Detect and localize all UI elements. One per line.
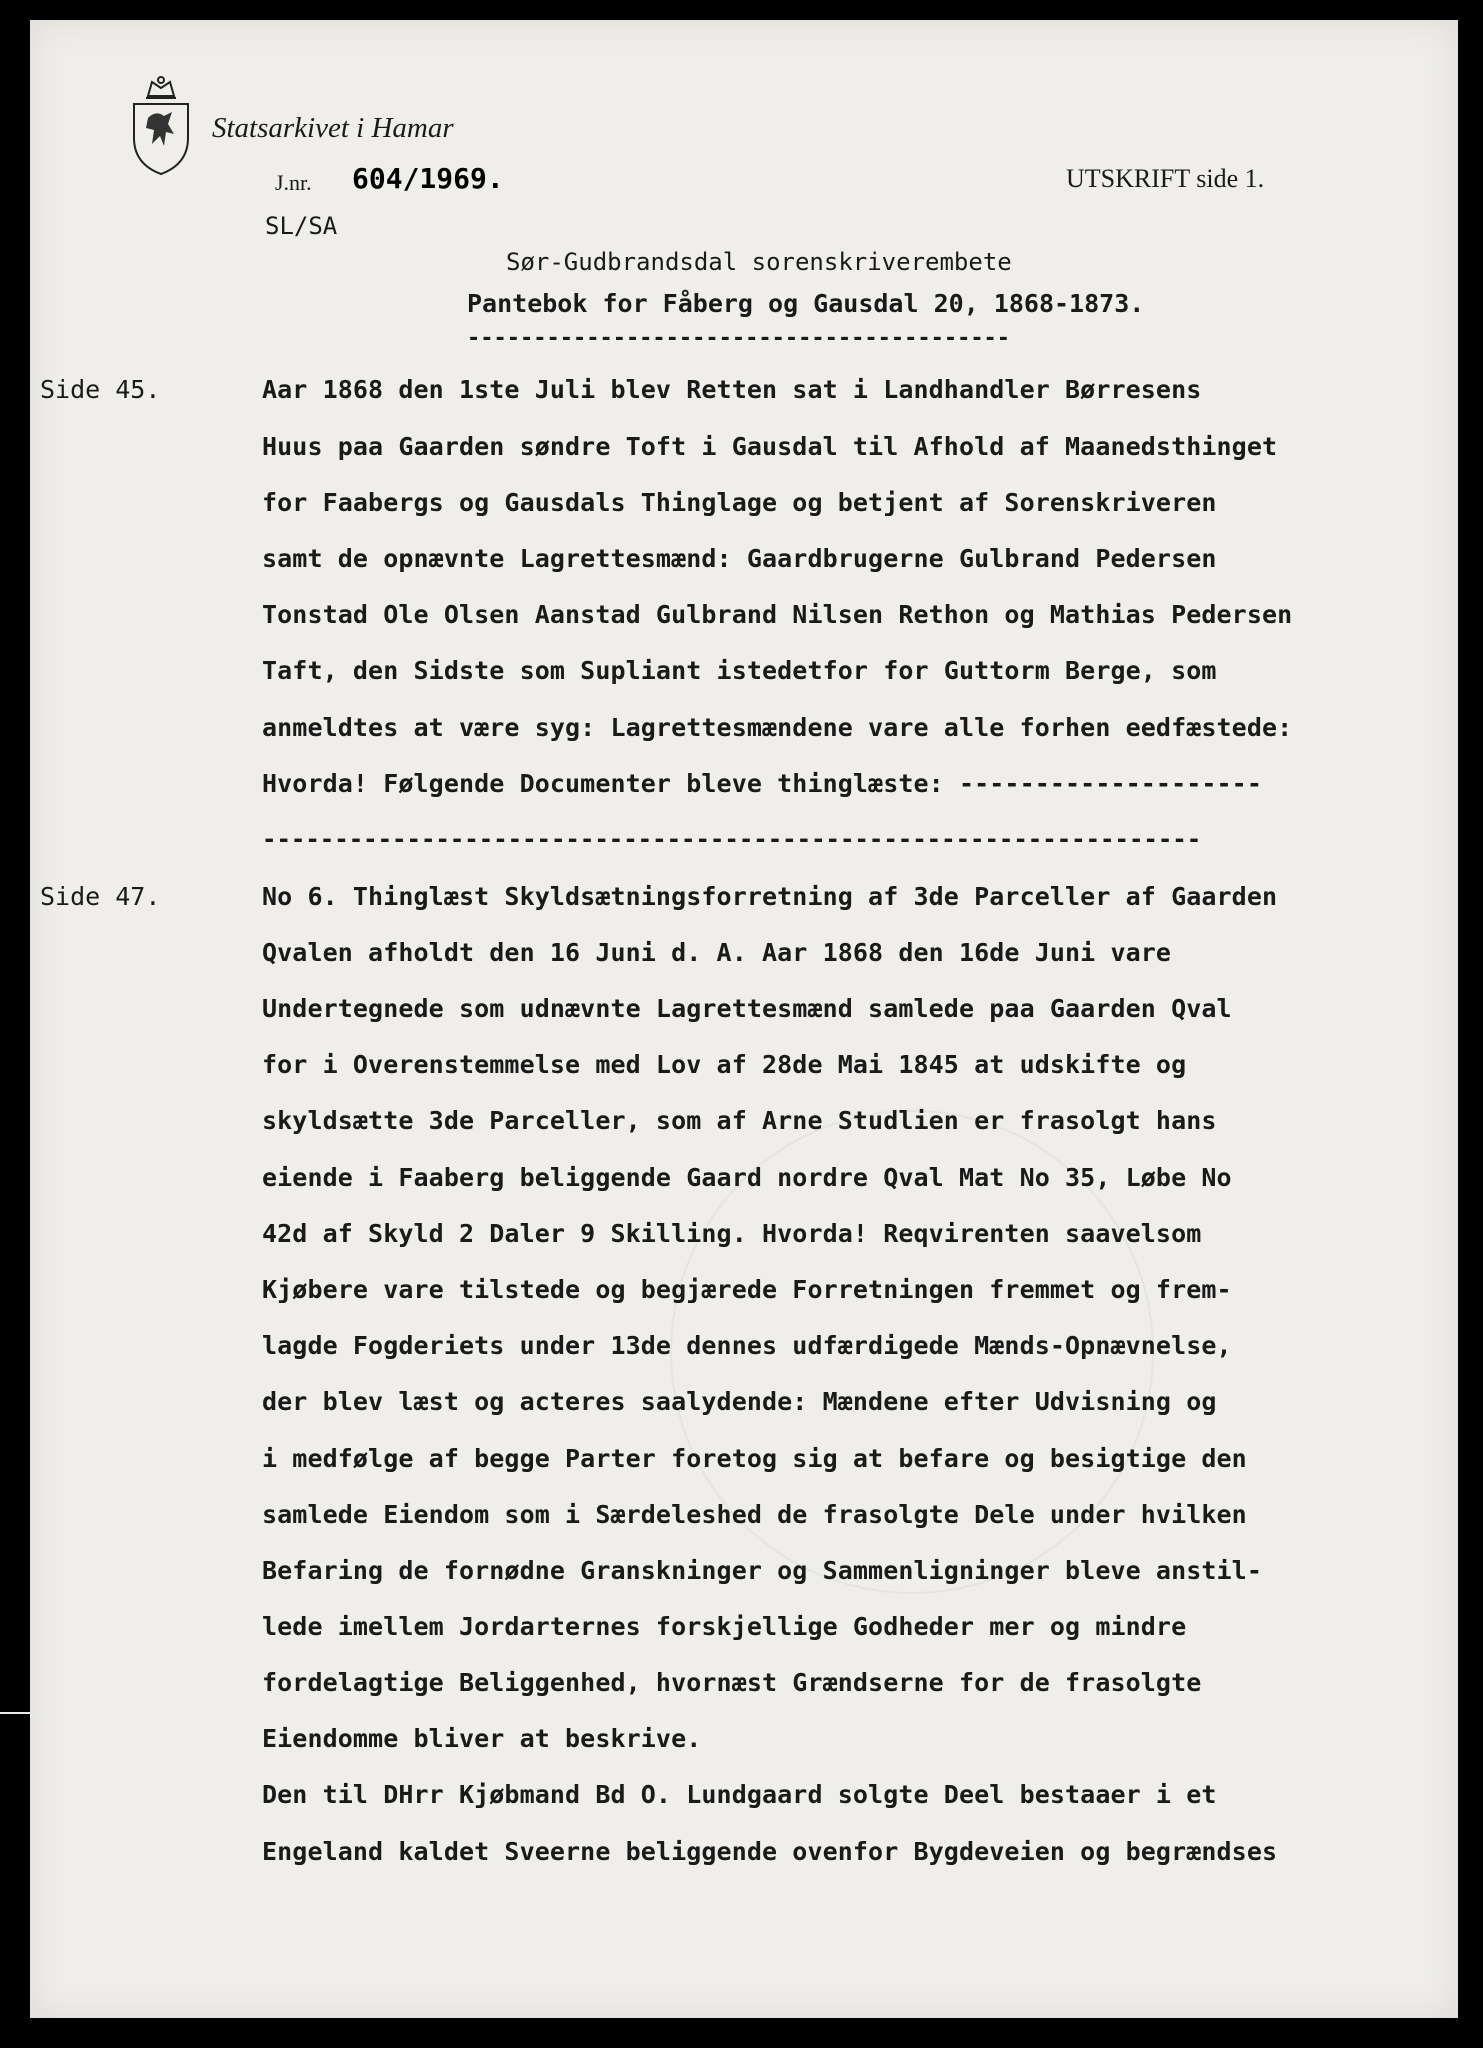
text-line: eiende i Faaberg beliggende Gaard nordre Qval Mat No 35, Løbe No: [262, 1163, 1232, 1192]
section-divider: -----------------------------------------------------------------: [262, 825, 1202, 853]
text-line: Den til DHrr Kjøbmand Bd O. Lundgaard solgte Deel bestaaer i et: [262, 1780, 1217, 1809]
margin-mark: [0, 1712, 34, 1714]
text-line: Befaring de fornødne Granskninger og Sammenligninger bleve anstil-: [262, 1556, 1262, 1585]
text-line: samt de opnævnte Lagrettesmænd: Gaardbrugerne Gulbrand Pedersen: [262, 544, 1217, 573]
text-line: i medfølge af begge Parter foretog sig at befare og besigtige den: [262, 1444, 1247, 1473]
text-line: skyldsætte 3de Parceller, som af Arne Studlien er frasolgt hans: [262, 1106, 1217, 1135]
text-line: Engeland kaldet Sveerne beliggende ovenfor Bygdeveien og begrændses: [262, 1837, 1278, 1866]
title-dash-rule: -----------------------------------------: [467, 326, 1011, 351]
side-label-45: Side 45.: [40, 375, 161, 404]
norwegian-coat-of-arms-icon: [126, 72, 196, 177]
text-line: Tonstad Ole Olsen Aanstad Gulbrand Nilsen Rethon og Mathias Pedersen: [262, 600, 1293, 629]
text-line: for i Overenstemmelse med Lov af 28de Mai 1845 at udskifte og: [262, 1050, 1187, 1079]
journal-number-value: 604/1969.: [352, 162, 504, 195]
title-line-1: Sør-Gudbrandsdal sorenskriverembete: [506, 248, 1012, 276]
initials: SL/SA: [265, 212, 338, 240]
text-line: fordelagtige Beliggenhed, hvornæst Grændserne for de frasolgte: [262, 1668, 1202, 1697]
archive-name: Statsarkivet i Hamar: [212, 112, 454, 144]
text-line: der blev læst og acteres saalydende: Mændene efter Udvisning og: [262, 1387, 1217, 1416]
side-label-47: Side 47.: [40, 882, 161, 911]
text-line: Aar 1868 den 1ste Juli blev Retten sat i Landhandler Børresens: [262, 375, 1202, 404]
text-line: Hvorda! Følgende Documenter bleve thinglæste: --------------------: [262, 769, 1262, 798]
text-line: anmeldtes at være syg: Lagrettesmændene vare alle forhen eedfæstede:: [262, 713, 1293, 742]
text-line: 42d af Skyld 2 Daler 9 Skilling. Hvorda! Reqvirenten saavelsom: [262, 1219, 1202, 1248]
text-line: samlede Eiendom som i Særdeleshed de frasolgte Dele under hvilken: [262, 1500, 1247, 1529]
journal-number-label: J.nr.: [275, 170, 312, 195]
text-line: Taft, den Sidste som Supliant istedetfor for Guttorm Berge, som: [262, 656, 1217, 685]
title-line-2: Pantebok for Fåberg og Gausdal 20, 1868-1873.: [467, 289, 1145, 318]
document-page: [30, 20, 1458, 2018]
text-line: Qvalen afholdt den 16 Juni d. A. Aar 1868 den 16de Juni vare: [262, 938, 1172, 967]
text-line: Eiendomme bliver at beskrive.: [262, 1724, 702, 1753]
text-line: No 6. Thinglæst Skyldsætningsforretning af 3de Parceller af Gaarden: [262, 882, 1278, 911]
text-line: lede imellem Jordarternes forskjellige Godheder mer og mindre: [262, 1612, 1187, 1641]
text-line: Kjøbere vare tilstede og begjærede Forretningen fremmet og frem-: [262, 1275, 1232, 1304]
utskrift-page-label: UTSKRIFT side 1.: [1066, 164, 1265, 193]
text-line: Undertegnede som udnævnte Lagrettesmænd samlede paa Gaarden Qval: [262, 994, 1232, 1023]
text-line: lagde Fogderiets under 13de dennes udfærdigede Mænds-Opnævnelse,: [262, 1331, 1232, 1360]
text-line: for Faabergs og Gausdals Thinglage og betjent af Sorenskriveren: [262, 488, 1217, 517]
text-line: Huus paa Gaarden søndre Toft i Gausdal til Afhold af Maanedsthinget: [262, 432, 1278, 461]
